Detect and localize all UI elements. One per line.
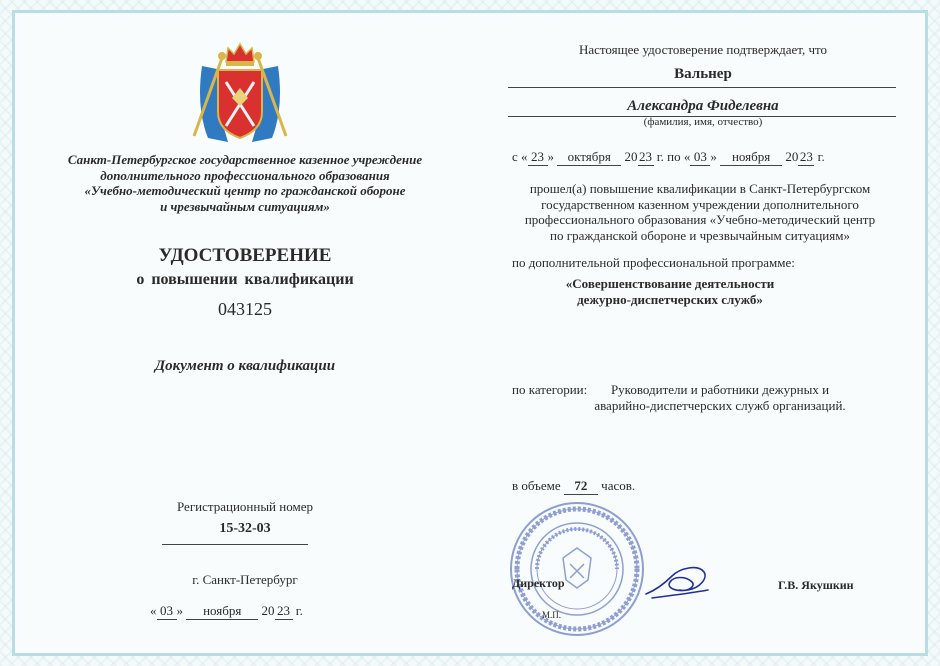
period-from-suffix: г. xyxy=(656,149,664,164)
issue-year-prefix: 20 xyxy=(261,603,275,618)
issue-day: 03 xyxy=(157,603,177,620)
completion-line: прошел(а) повышение квалификации в Санкт-Петербургском xyxy=(529,181,871,196)
institution-line: Санкт-Петербургское государственное казенное учреждение xyxy=(67,152,423,167)
registration-underline xyxy=(162,544,308,545)
document-type: Документ о квалификации xyxy=(154,358,336,374)
given-names: Александра Фиделевна xyxy=(627,98,779,114)
period-to-close: » xyxy=(710,149,717,164)
registration-label: Регистрационный номер xyxy=(177,499,313,514)
volume-hours: 72 xyxy=(564,478,598,495)
period-to-suffix: г. xyxy=(817,149,825,164)
director-name: Г.В. Якушкин xyxy=(778,578,854,592)
category-line: аварийно-диспетчерских служб организаций. xyxy=(594,397,846,413)
period-from-prefix: с « xyxy=(512,149,528,164)
period-to-month: ноября xyxy=(720,149,782,166)
period-from-month: октября xyxy=(557,149,621,166)
issue-date xyxy=(150,603,303,620)
program-label: по дополнительной профессиональной программе: xyxy=(512,255,795,270)
registration-number: 15-32-03 xyxy=(219,521,271,536)
institution-line: «Учебно-методический центр по гражданской обороне xyxy=(84,183,406,198)
completion-line: по гражданской обороне и чрезвычайным ситуациям» xyxy=(550,227,850,243)
period-to-day: 03 xyxy=(690,149,710,166)
period-from-year-prefix: 20 xyxy=(624,149,638,164)
category-line: Руководители и работники дежурных и xyxy=(610,382,830,397)
document-title: УДОСТОВЕРЕНИЕ xyxy=(158,245,332,266)
category-text xyxy=(588,382,852,413)
period-from-year: 23 xyxy=(639,149,653,164)
completion-line: государственном казенном учреждении дополнительного xyxy=(541,196,859,212)
stamp-place-label: М.П. xyxy=(542,610,562,620)
date-close-quote: » xyxy=(176,603,183,618)
issue-year: 23 xyxy=(275,603,293,620)
coat-of-arms-emblem xyxy=(188,38,292,148)
category-label: по категории: xyxy=(512,382,588,397)
surname-underline xyxy=(508,87,896,88)
period-from-day: 23 xyxy=(528,149,548,166)
issue-date-suffix: г. xyxy=(295,603,303,618)
completion-line: профессионального образования «Учебно-методический центр xyxy=(524,212,876,227)
director-label: Директор xyxy=(512,576,565,590)
issue-city: г. Санкт-Петербург xyxy=(192,572,298,587)
surname: Вальнер xyxy=(674,66,732,82)
completion-text xyxy=(500,181,900,243)
director-signature xyxy=(642,560,714,602)
intro-text: Настоящее удостоверение подтверждает, что xyxy=(578,42,827,57)
institution-line: и чрезвычайным ситуациям» xyxy=(160,198,330,214)
document-subtitle: о повышении квалификации xyxy=(136,271,354,288)
official-stamp xyxy=(508,500,646,638)
date-open-quote: « xyxy=(150,603,157,618)
training-period xyxy=(512,149,825,166)
program-line: «Совершенствование деятельности xyxy=(565,276,775,291)
name-caption: (фамилия, имя, отчество) xyxy=(643,116,763,128)
volume-suffix: часов. xyxy=(601,478,636,493)
period-to-year: 23 xyxy=(799,149,813,164)
period-to-year-prefix: 20 xyxy=(785,149,799,164)
program-line: дежурно-диспетчерских служб» xyxy=(577,291,763,307)
volume xyxy=(512,478,635,495)
period-from-close: » xyxy=(547,149,555,164)
period-to-prefix: по « xyxy=(667,149,691,164)
document-number: 043125 xyxy=(218,299,272,319)
issue-month: ноября xyxy=(186,603,258,620)
volume-prefix: в объеме xyxy=(512,478,561,493)
institution-line: дополнительного профессионального образования xyxy=(100,167,390,183)
program-name xyxy=(540,276,800,307)
institution-name xyxy=(40,152,450,214)
